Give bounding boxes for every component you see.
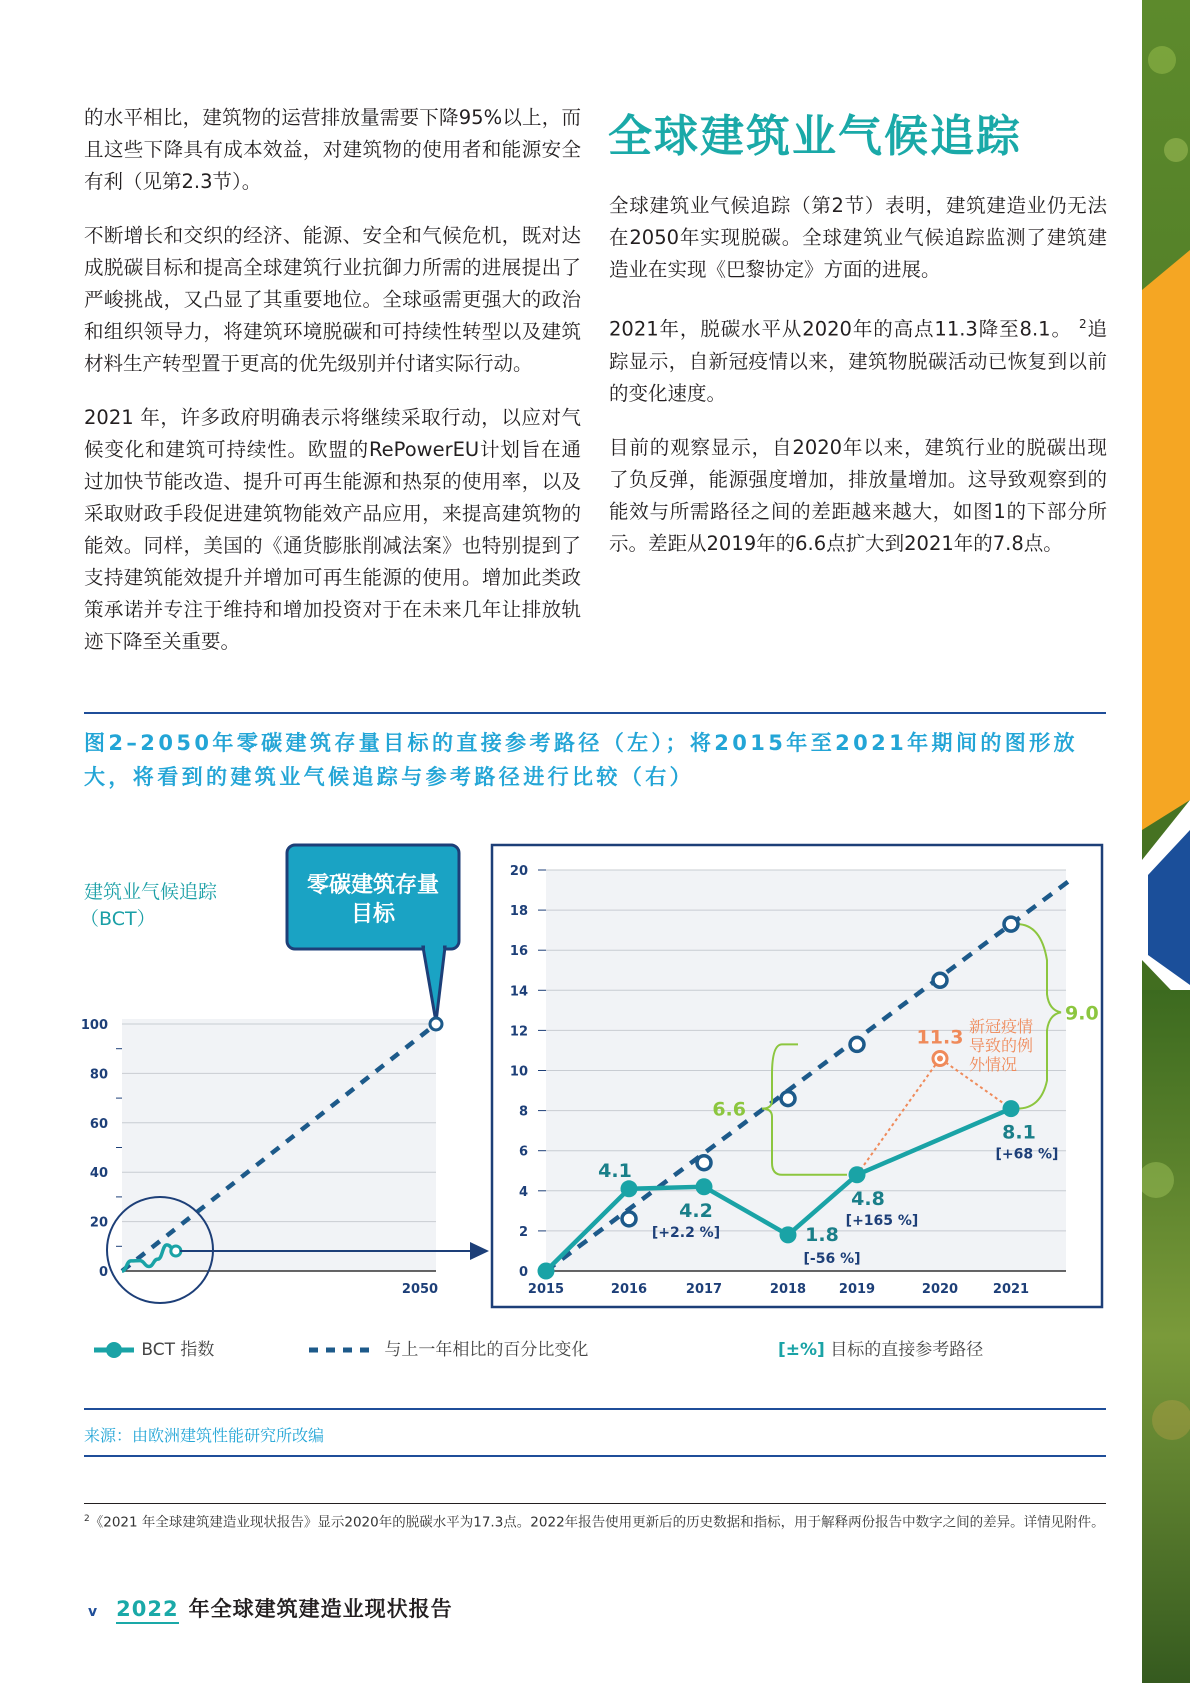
body-paragraph: 目前的观察显示，自2020年以来，建筑行业的脱碳出现了负反弹，能源强度增加，排放量增加。这导致观察到的能效与所需路径之间的差距越来越大，如图1的下部分所示。差距从2019年的6.6点扩大到2021年的7.8点。 (609, 435, 1107, 555)
body-paragraph: 的水平相比，建筑物的运营排放量需要下降95%以上，而且这些下降具有成本效益，对建筑物的使用者和能源安全有利（见第2.3节）。 (84, 106, 581, 193)
figure-source: 来源：由欧洲建筑性能研究所改编 (84, 1426, 325, 1445)
point-pct-label: [+165 %] (845, 1212, 919, 1229)
y-tick-label: 14 (509, 984, 528, 1000)
callout-text: 目标 (350, 902, 396, 927)
x-tick-label: 2017 (685, 1282, 723, 1297)
y-tick-label: 0 (518, 1265, 528, 1280)
legend-label: 目标的直接参考路径 (830, 1340, 984, 1360)
legend-line-dot-icon (92, 1340, 136, 1360)
y-tick-label: 60 (89, 1116, 108, 1132)
x-tick-label: 2018 (769, 1282, 807, 1297)
bct-point (621, 1180, 638, 1197)
footer-mark: v (88, 1604, 99, 1620)
x-tick-label: 2020 (921, 1282, 959, 1297)
left-chart-label: 建筑业气候追踪 (84, 881, 218, 903)
y-tick-label: 12 (509, 1024, 528, 1040)
point-value-label: 4.8 (851, 1187, 885, 1210)
legend-item-bracket (778, 1335, 983, 1360)
covid-annotation: 外情况 (969, 1055, 1018, 1074)
callout-text: 零碳建筑存量 (306, 873, 440, 898)
reference-point (933, 973, 947, 987)
x-tick-label: 2050 (401, 1282, 439, 1297)
footnote-ref[interactable]: 2 (1078, 317, 1087, 331)
footnote (84, 1509, 1106, 1534)
footnote-text: 《2021 年全球建筑建造业现状报告》显示2020年的脱碳水平为17.3点。2022年报告使用更新后的历史数据和指标，用于解释两份报告中数字之间的差异。详情见附件。 (89, 1514, 1105, 1531)
point-pct-label: [+68 %] (995, 1146, 1059, 1163)
gap-label: 6.6 (712, 1098, 746, 1121)
point-value-label: 4.2 (679, 1199, 713, 1222)
left-chart (81, 1018, 489, 1303)
y-tick-label: 20 (509, 864, 528, 879)
bct-point (780, 1226, 797, 1243)
section-title: 全球建筑业气候追踪 (608, 111, 1022, 162)
legend-label: BCT 指数 (141, 1340, 215, 1360)
y-tick-label: 80 (89, 1067, 108, 1083)
footer-title: 年全球建筑建造业现状报告 (188, 1597, 453, 1621)
legend-bracket-symbol: [±%] (778, 1340, 825, 1360)
y-tick-label: 10 (509, 1064, 528, 1080)
body-paragraph: 不断增长和交织的经济、能源、安全和气候危机，既对达成脱碳目标和提高全球建筑行业抗御力所需的进展提出了严峻挑战，又凸显了其重要地位。全球亟需更强大的政治和组织领导力，将建筑环境脱碳和可持续性转型以及建筑材料生产转型置于更高的优先级别并付诸实际行动。 (84, 224, 581, 375)
point-pct-label: [-56 %] (803, 1250, 861, 1267)
legend-item-bct (92, 1335, 214, 1360)
reference-point (697, 1156, 711, 1170)
y-tick-label: 6 (518, 1144, 528, 1160)
y-tick-label: 40 (89, 1166, 108, 1182)
source-bottom-rule (84, 1455, 1106, 1457)
y-tick-label: 16 (509, 944, 528, 960)
body-text: 2021年，脱碳水平从2020年的高点11.3降至8.1。 (609, 317, 1072, 341)
y-tick-label: 0 (98, 1265, 108, 1280)
y-tick-label: 20 (89, 1215, 108, 1231)
source-top-rule (84, 1408, 1106, 1410)
point-value-label: 1.8 (805, 1223, 839, 1246)
x-tick-label: 2019 (838, 1282, 876, 1297)
x-tick-label: 2021 (992, 1282, 1030, 1297)
point-value-label: 4.1 (598, 1159, 632, 1182)
left-chart-label: （BCT） (80, 908, 156, 930)
y-tick-label: 18 (509, 904, 528, 920)
reference-point (781, 1092, 795, 1106)
target-point (430, 1018, 442, 1030)
body-paragraph: 全球建筑业气候追踪（第2节）表明，建筑建造业仍无法在2050年实现脱碳。全球建筑业气候追踪监测了建筑建造业在实现《巴黎协定》方面的进展。 (609, 194, 1107, 281)
bct-point (696, 1178, 713, 1195)
zoom-arrow-icon (470, 1242, 489, 1260)
y-tick-label: 2 (518, 1224, 528, 1240)
footer-year: 2022 (116, 1597, 178, 1624)
reference-point (622, 1212, 636, 1226)
bct-point (538, 1263, 555, 1280)
legend-label: 与上一年相比的百分比变化 (384, 1340, 589, 1360)
page-footer (88, 1593, 453, 1623)
x-tick-label: 2015 (527, 1282, 565, 1297)
reference-point (1004, 917, 1018, 931)
point-value-label: 11.3 (916, 1026, 964, 1049)
point-pct-label: [+2.2 %] (651, 1224, 721, 1241)
y-tick-label: 4 (518, 1184, 528, 1200)
body-paragraph: 2021 年，许多政府明确表示将继续采取行动，以应对气候变化和建筑可持续性。欧盟的RePowerEU计划旨在通过加快节能改造、提升可再生能源和热泵的使用率，以及采取财政手段促进建筑物能效产品应用，来提高建筑物的能效。同样，美国的《通货膨胀削减法案》也特别提到了支持建筑能效提升并增加可再生能源的使用。增加此类政策承诺并专注于维持和增加投资对于在未来几年让排放轨迹下降至关重要。 (84, 406, 581, 653)
legend-dashed-line-icon (307, 1340, 373, 1360)
point-value-label: 8.1 (1002, 1121, 1036, 1144)
body-text: 追踪显示，自新冠疫情以来，建筑物脱碳活动已恢复到以前的变化速度。 (609, 317, 1107, 405)
figure-title: 图2–2050年零碳建筑存量目标的直接参考路径（左）；将2015年至2021年期间的图形放大，将看到的建筑业气候追踪与参考路径进行比较（右） (84, 731, 1078, 789)
gap-label: 9.0 (1065, 1002, 1099, 1025)
bct-end-point (171, 1246, 181, 1256)
footnote-rule (84, 1503, 1106, 1504)
x-tick-label: 2016 (610, 1282, 648, 1297)
y-tick-label: 8 (518, 1104, 528, 1120)
bct-point (849, 1166, 866, 1183)
covid-point-core (937, 1055, 943, 1061)
bct-point (1003, 1100, 1020, 1117)
legend-item-dashed (307, 1335, 588, 1360)
y-tick-label: 100 (80, 1018, 108, 1033)
reference-point (850, 1037, 864, 1051)
covid-annotation: 导致的例 (969, 1036, 1034, 1055)
covid-annotation: 新冠疫情 (969, 1017, 1034, 1036)
right-chart (492, 845, 1102, 1307)
target-callout (287, 845, 459, 1022)
footnote-number: 2 (84, 1514, 90, 1524)
